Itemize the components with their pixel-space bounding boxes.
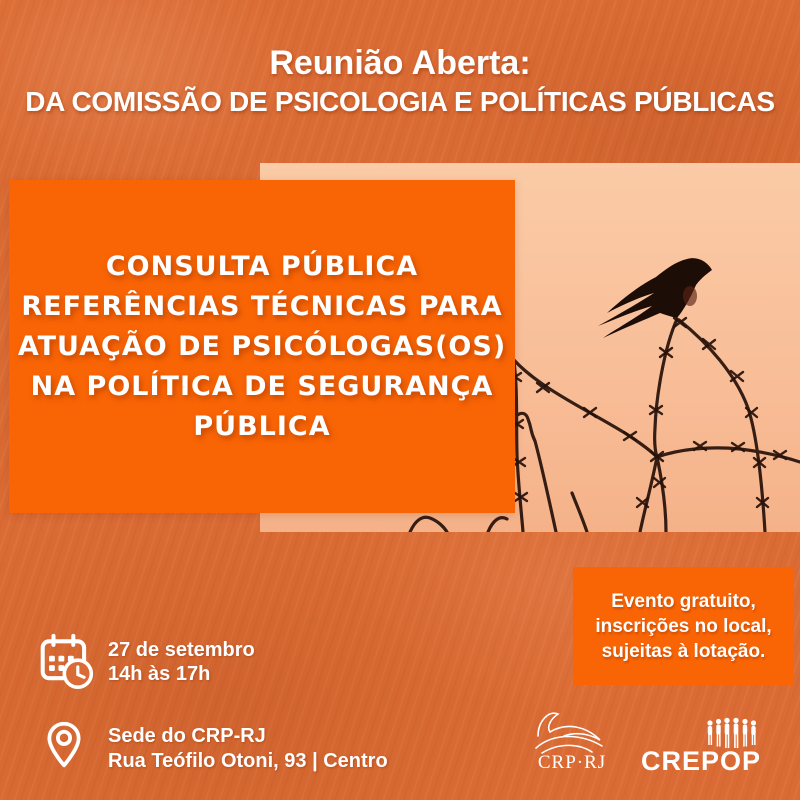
event-time: 14h às 17h — [108, 663, 211, 685]
info-line: sujeitas à lotação. — [601, 640, 766, 662]
main-title-line: ATUAÇÃO DE PSICÓLOGAS(OS) — [17, 330, 507, 362]
main-title-line: CONSULTA PÚBLICA — [105, 250, 419, 282]
main-title-line: REFERÊNCIAS TÉCNICAS PARA — [21, 290, 503, 322]
info-line: inscrições no local, — [595, 615, 772, 637]
main-title-line: PÚBLICA — [193, 410, 331, 442]
bird-breast — [683, 286, 697, 306]
venue-address: Rua Teófilo Otoni, 93 | Centro — [108, 750, 388, 772]
venue-name: Sede do CRP-RJ — [108, 725, 266, 747]
info-box — [573, 567, 794, 685]
crp-rj-logo-sketch — [528, 706, 612, 756]
info-line: Evento gratuito, — [611, 590, 756, 612]
crp-rj-logo-text: CRP·RJ — [537, 752, 607, 773]
main-title-box — [9, 180, 515, 513]
header-title: Reunião Aberta: — [269, 44, 531, 82]
calendar-clock-icon — [40, 633, 94, 691]
crepop-people-icon — [706, 717, 758, 749]
location-pin-icon — [47, 721, 81, 769]
location — [108, 724, 388, 774]
event-date: 27 de setembro — [108, 639, 255, 661]
schedule — [108, 638, 255, 686]
header-subtitle: DA COMISSÃO DE PSICOLOGIA E POLÍTICAS PÚBLICAS — [25, 86, 775, 117]
crepop-logo-text: CREPOP — [640, 746, 762, 776]
main-title-line: NA POLÍTICA DE SEGURANÇA — [30, 370, 494, 402]
